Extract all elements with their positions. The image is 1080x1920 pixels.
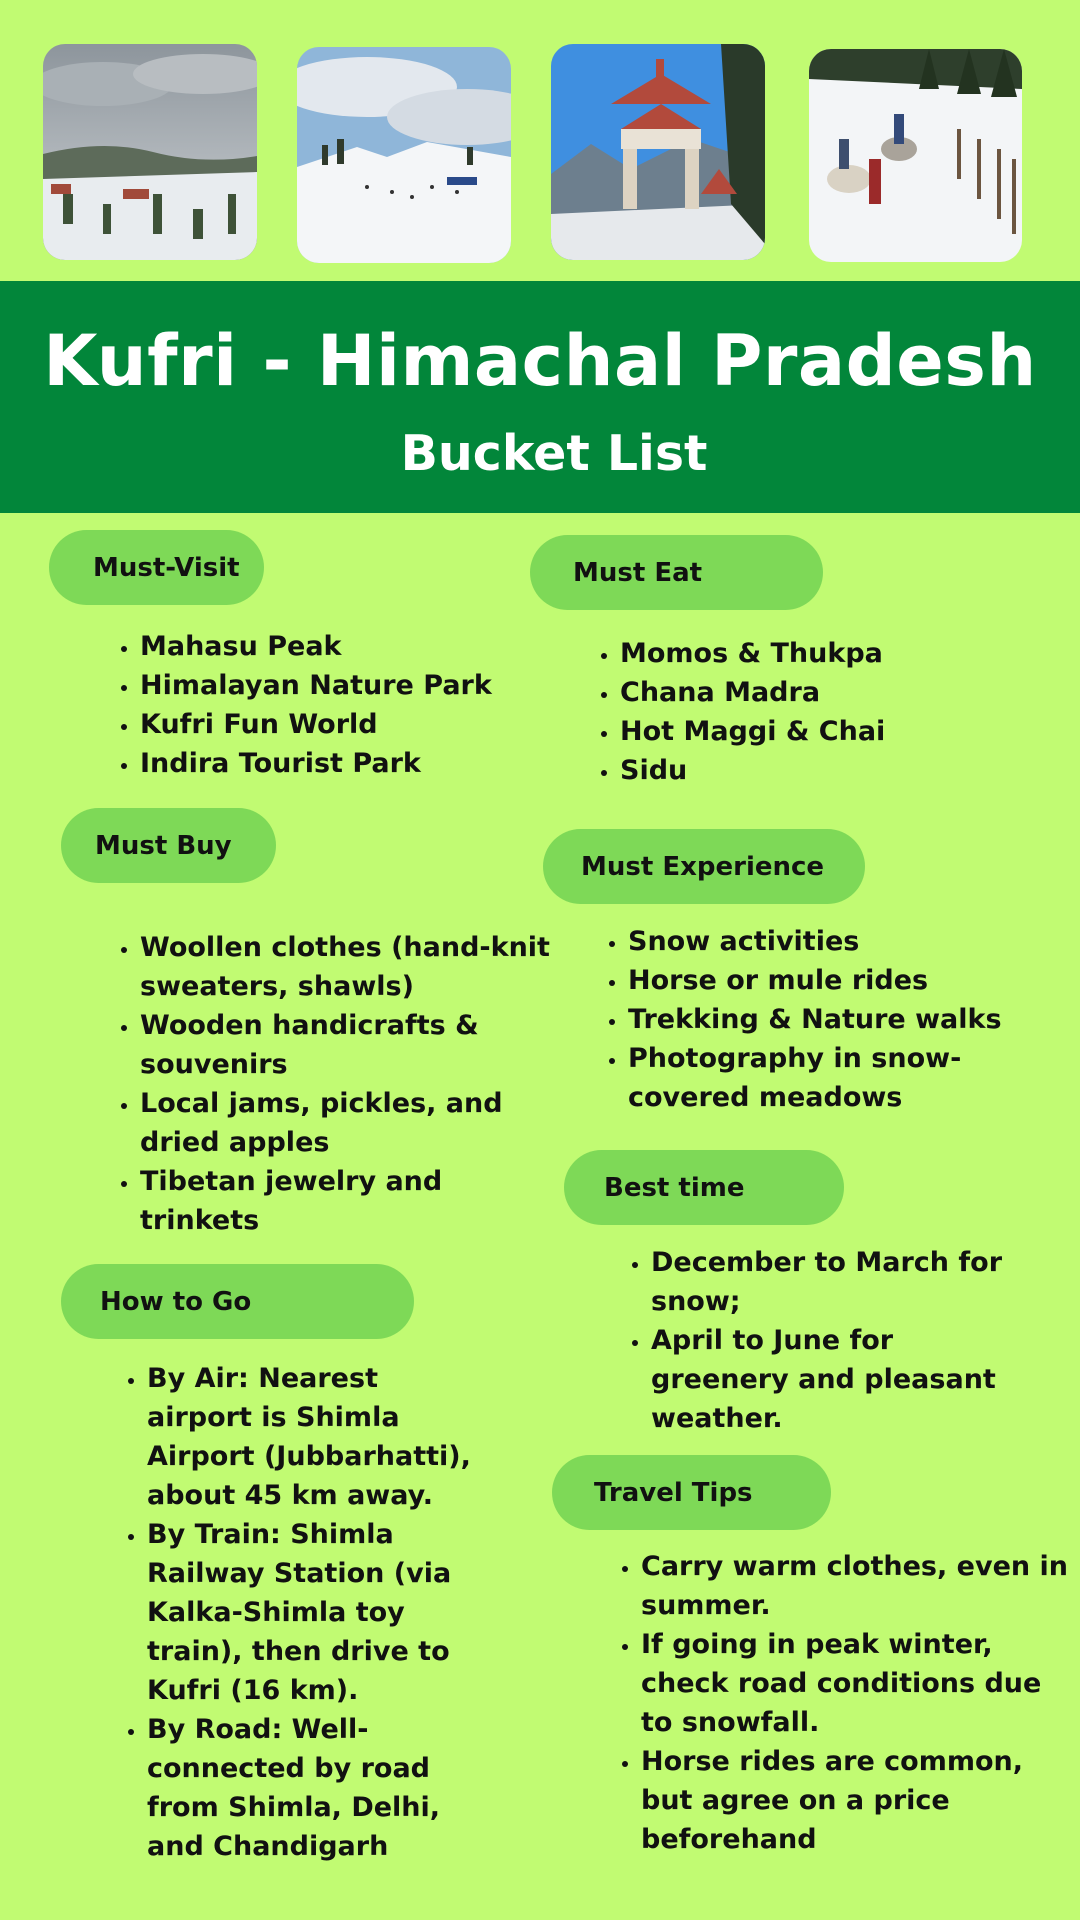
must-buy-heading: [61, 808, 276, 883]
list-item: • Kufri Fun World: [140, 705, 540, 744]
must-visit-list: [110, 627, 540, 783]
list-item: • Himalayan Nature Park: [140, 666, 540, 705]
best-time-heading-label: Best time: [604, 1172, 745, 1203]
must-visit-heading-label: Must-Visit: [93, 552, 240, 583]
how-to-go-heading: [61, 1264, 414, 1339]
list-item: • April to June for greenery and pleasant weather.: [651, 1321, 1031, 1438]
list-item: • Tibetan jewelry and trinkets: [140, 1162, 560, 1240]
list-item: • If going in peak winter, check road conditions due to snowfall.: [641, 1625, 1071, 1742]
list-item: • Horse rides are common, but agree on a price beforehand: [641, 1742, 1071, 1859]
list-item: • Carry warm clothes, even in summer.: [641, 1547, 1071, 1625]
travel-tips-heading-label: Travel Tips: [594, 1477, 753, 1508]
list-item: • By Road: Well-connected by road from Shimla, Delhi, and Chandigarh: [147, 1710, 492, 1866]
snow-field-photo: [297, 47, 511, 263]
travel-tips-heading: [552, 1455, 831, 1530]
list-item: • By Train: Shimla Railway Station (via Kalka-Shimla toy train), then drive to Kufri (16 km).: [147, 1515, 492, 1710]
must-buy-heading-label: Must Buy: [95, 830, 232, 861]
list-item: • Wooden handicrafts & souvenirs: [140, 1006, 560, 1084]
must-buy-list: [110, 928, 560, 1240]
list-item: • Hot Maggi & Chai: [620, 712, 1020, 751]
how-to-go-heading-label: How to Go: [100, 1286, 252, 1317]
must-experience-list: [598, 922, 1038, 1117]
how-to-go-list: [117, 1359, 492, 1866]
list-item: • Mahasu Peak: [140, 627, 540, 666]
list-item: • Momos & Thukpa: [620, 634, 1020, 673]
must-visit-heading: [49, 530, 264, 605]
list-item: • Woollen clothes (hand-knit sweaters, shawls): [140, 928, 560, 1006]
list-item: • Trekking & Nature walks: [628, 1000, 1038, 1039]
travel-tips-list: [611, 1547, 1071, 1859]
list-item: • By Air: Nearest airport is Shimla Airport (Jubbarhatti), about 45 km away.: [147, 1359, 492, 1515]
page-subtitle: Bucket List: [400, 425, 708, 482]
snowy-town-photo: [43, 44, 257, 260]
must-experience-heading: [543, 829, 865, 904]
list-item: • Horse or mule rides: [628, 961, 1038, 1000]
title-banner: [0, 281, 1080, 513]
list-item: • Snow activities: [628, 922, 1038, 961]
list-item: • December to March for snow;: [651, 1243, 1031, 1321]
gate-pagoda-photo: [551, 44, 765, 260]
list-item: • Sidu: [620, 751, 1020, 790]
must-eat-list: [590, 634, 1020, 790]
best-time-list: [621, 1243, 1031, 1438]
list-item: • Local jams, pickles, and dried apples: [140, 1084, 560, 1162]
page-title: Kufri - Himachal Pradesh: [43, 320, 1037, 402]
must-eat-heading-label: Must Eat: [573, 557, 703, 588]
list-item: • Indira Tourist Park: [140, 744, 540, 783]
list-item: • Photography in snow-covered meadows: [628, 1039, 1038, 1117]
horse-ride-photo: [809, 49, 1022, 262]
list-item: • Chana Madra: [620, 673, 1020, 712]
must-experience-heading-label: Must Experience: [581, 851, 825, 882]
best-time-heading: [564, 1150, 844, 1225]
must-eat-heading: [530, 535, 823, 610]
